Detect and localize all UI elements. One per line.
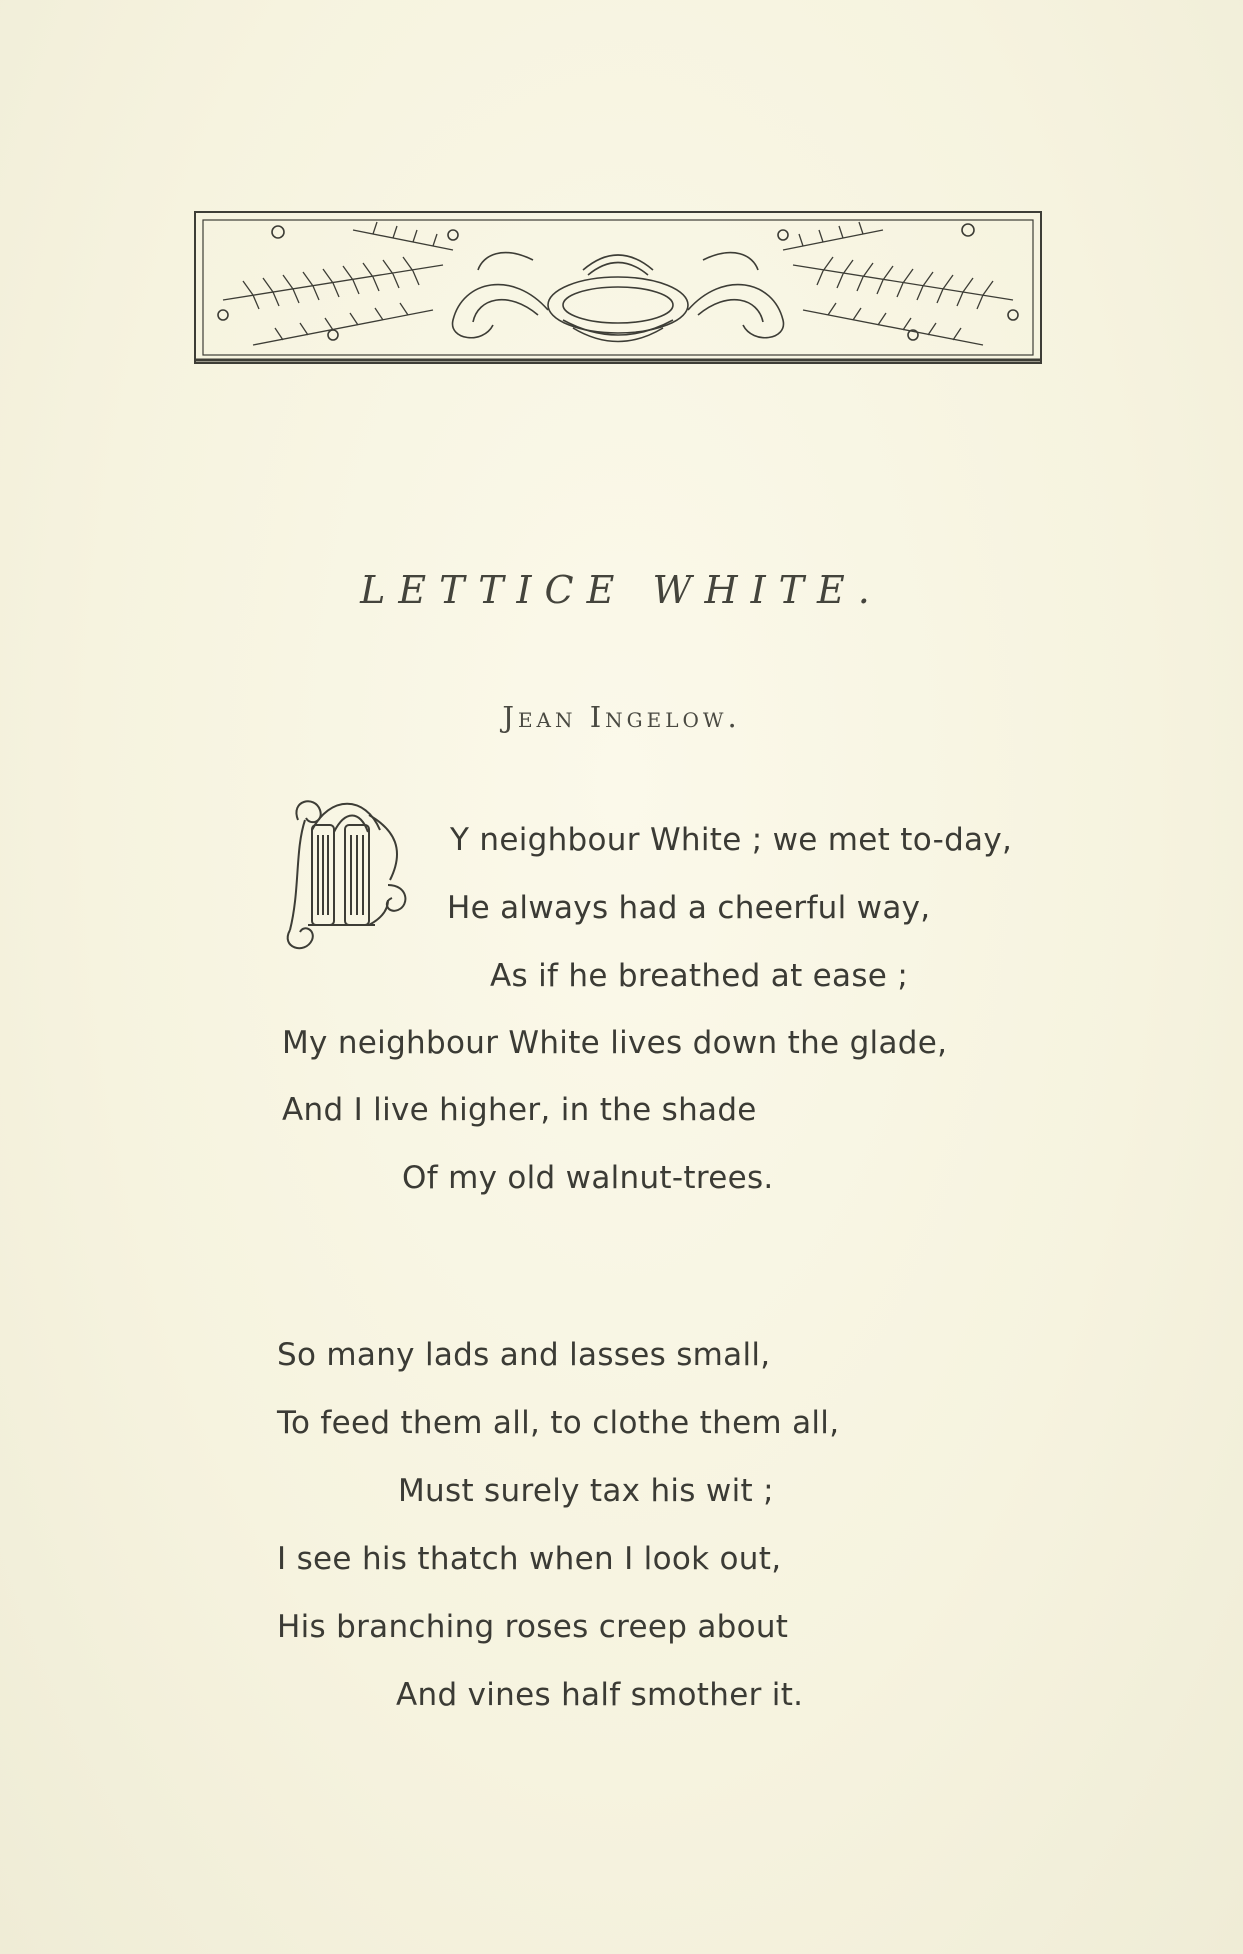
poem-line: Must surely tax his wit ; [398, 1473, 774, 1509]
poem-line: As if he breathed at ease ; [490, 958, 909, 994]
poem-title: LETTICE WHITE. [360, 568, 883, 612]
floral-ornament-icon [193, 210, 1043, 365]
poem-line: His branching roses creep about [277, 1609, 789, 1645]
poem-line: And I live higher, in the shade [282, 1092, 757, 1128]
poem-line: Of my old walnut-trees. [402, 1160, 774, 1196]
ornate-letter-m-icon [270, 790, 440, 955]
poem-line: I see his thatch when I look out, [277, 1541, 782, 1577]
poem-line: So many lads and lasses small, [277, 1337, 771, 1373]
poem-line: My neighbour White lives down the glade, [282, 1025, 948, 1061]
poem-line: And vines half smother it. [396, 1677, 804, 1713]
poem-line: He always had a cheerful way, [447, 890, 931, 926]
poem-author: Jean Ingelow. [502, 700, 741, 734]
poem-line: To feed them all, to clothe them all, [277, 1405, 840, 1441]
poem-line: Y neighbour White ; we met to-day, [450, 822, 1013, 858]
